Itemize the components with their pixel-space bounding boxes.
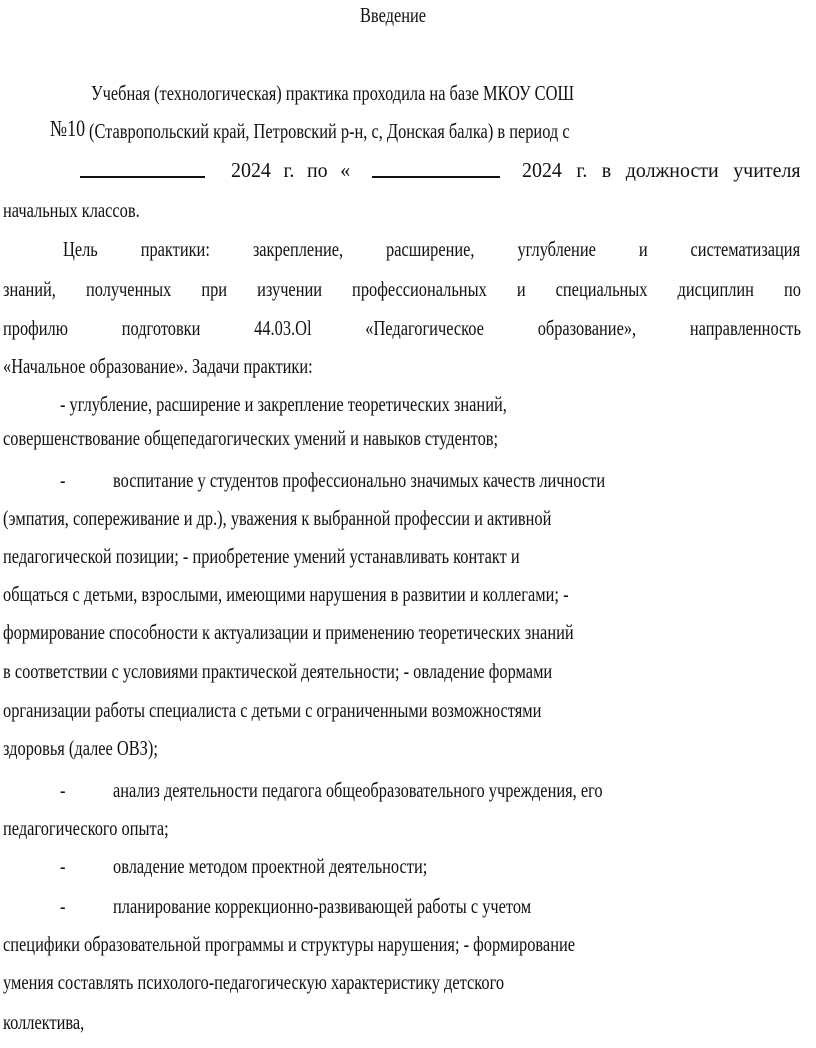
task-line-7: формирование способности к актуализации и применению теоретических знаний <box>3 620 574 644</box>
goal-line-4: «Начальное образование». Задачи практики: <box>3 354 313 378</box>
date-start-blank <box>80 176 205 178</box>
task-line-10: здоровья (далее ОВЗ); <box>3 736 158 760</box>
intro-year-1: 2024 г. по « <box>231 158 351 182</box>
intro-year-2: 2024 г. в должности учителя <box>522 158 801 182</box>
task-line-11: анализ деятельности педагога общеобразовательного учреждения, его <box>113 778 603 802</box>
task-line-8: в соответствии с условиями практической деятельности; - овладение формами <box>3 659 553 683</box>
task-line-15: специфики образовательной программы и структуры нарушения; - формирование <box>3 932 576 956</box>
school-number: №10 <box>50 116 86 141</box>
task-line-13: овладение методом проектной деятельности; <box>113 854 428 878</box>
goal-line-3: профилю подготовки 44.03.Ol «Педагогическое образование», направленность <box>3 316 801 340</box>
task-line-16: умения составлять психолого-педагогическую характеристику детского <box>3 970 505 994</box>
intro-line-2: (Ставропольский край, Петровский р-н, с, Донская балка) в период с <box>89 119 570 143</box>
task-line-1: - углубление, расширение и закрепление теоретических знаний, <box>60 392 507 416</box>
task-line-6: общаться с детьми, взрослыми, имеющими нарушения в развитии и коллегами; - <box>3 582 569 606</box>
date-end-blank <box>372 176 500 178</box>
task-line-14: планирование коррекционно-развивающей работы с учетом <box>113 894 532 918</box>
task-line-2: совершенствование общепедагогических умений и навыков студентов; <box>3 426 499 450</box>
task-line-5: педагогической позиции; - приобретение умений устанавливать контакт и <box>3 544 520 568</box>
goal-line-1: Цель практики: закрепление, расширение, углубление и систематизация <box>63 237 801 261</box>
task-line-9: организации работы специалиста с детьми с ограниченными возможностями <box>3 698 542 722</box>
task-line-17: коллектива, <box>3 1010 85 1034</box>
intro-line-1: Учебная (технологическая) практика проходила на базе МКОУ СОШ <box>91 81 574 105</box>
goal-line-2: знаний, полученных при изучении профессиональных и специальных дисциплин по <box>3 277 801 301</box>
bullet-dash: - <box>60 894 66 918</box>
page-title: Введение <box>360 3 427 27</box>
bullet-dash: - <box>60 468 66 492</box>
bullet-dash: - <box>60 778 66 802</box>
task-line-3: воспитание у студентов профессионально значимых качеств личности <box>113 468 606 492</box>
task-line-12: педагогического опыта; <box>3 816 169 840</box>
intro-line-4: начальных классов. <box>3 198 140 222</box>
bullet-dash: - <box>60 854 66 878</box>
task-line-4: (эмпатия, сопереживание и др.), уважения к выбранной профессии и активной <box>3 506 552 530</box>
